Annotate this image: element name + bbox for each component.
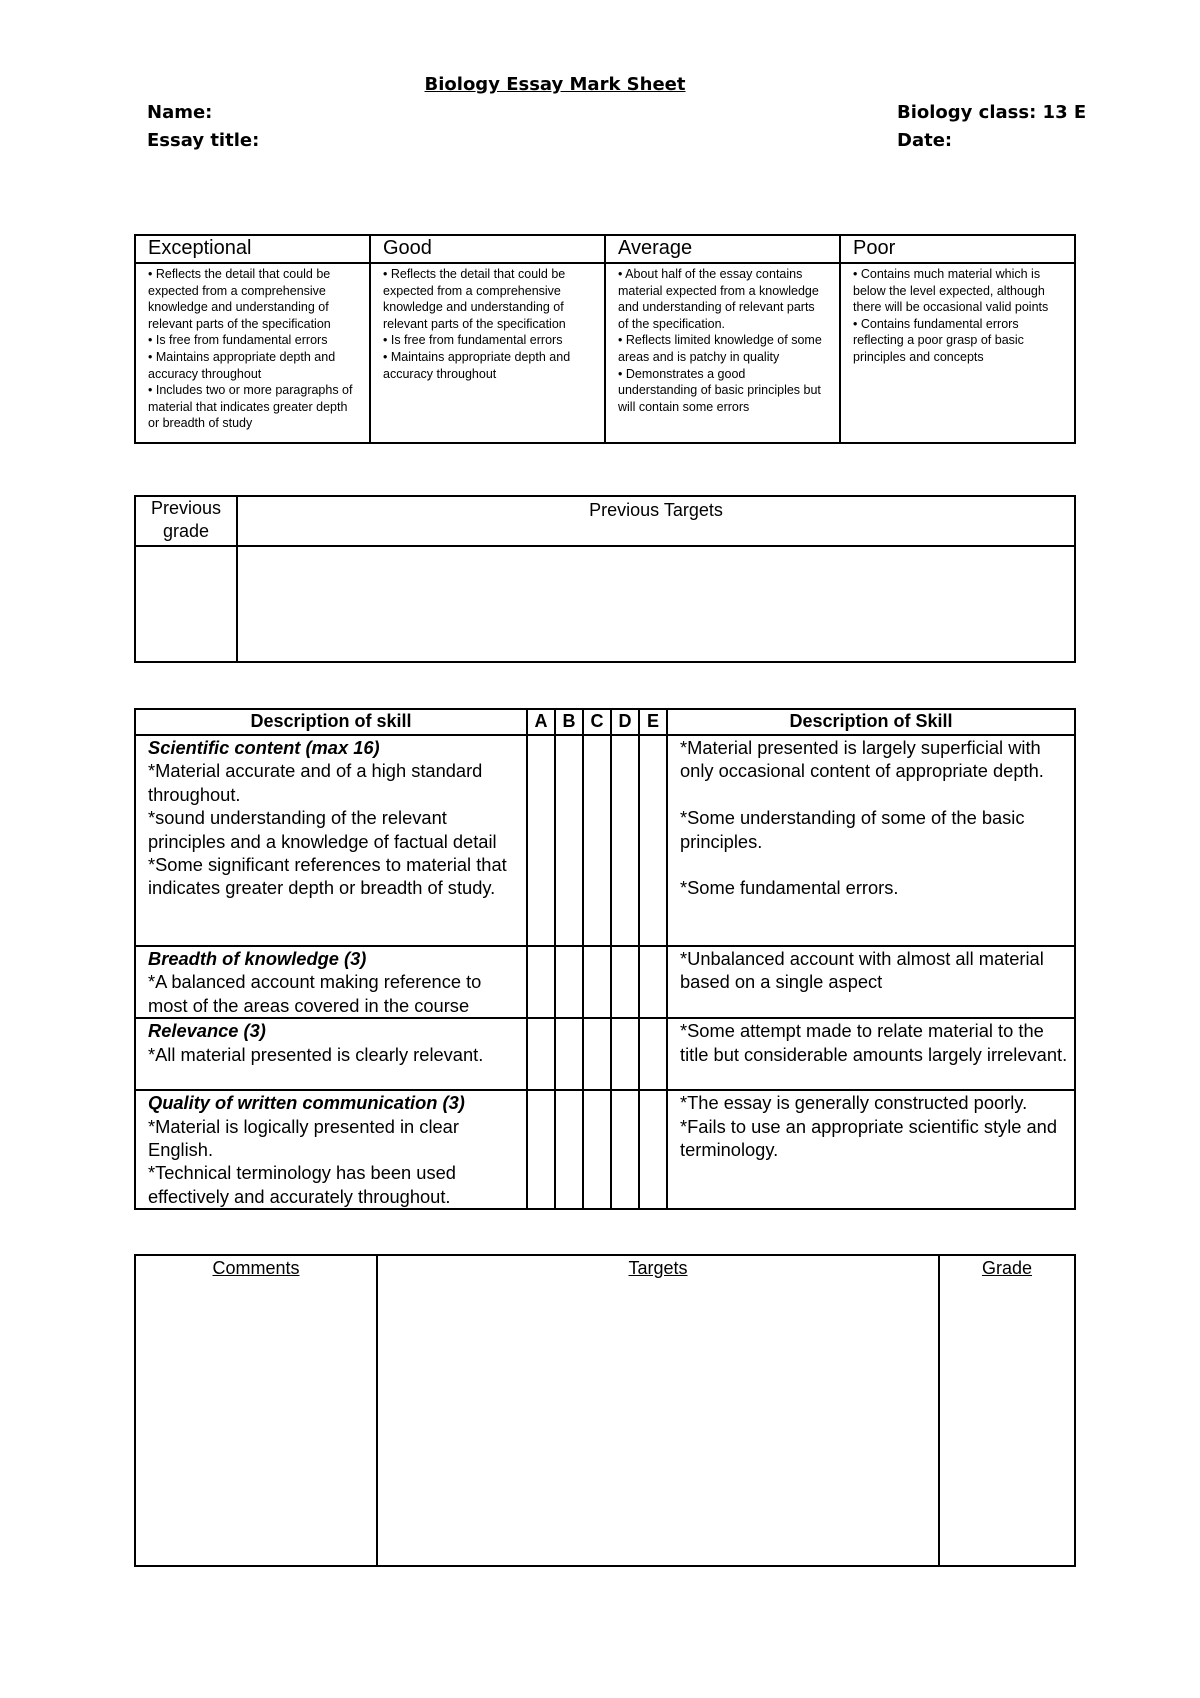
name-label: Name:: [147, 102, 213, 123]
comments-table: [134, 1254, 1076, 1567]
previous-targets-field[interactable]: [237, 546, 1075, 662]
rubric-item: • Reflects limited knowledge of some areas and is patchy in quality: [618, 333, 822, 364]
skill-criterion: *Material presented is largely superficial with only occasional content of appropriate depth.: [680, 737, 1044, 782]
grade-cell-e[interactable]: [639, 1090, 667, 1209]
rubric-item: • Is free from fundamental errors: [383, 333, 563, 348]
skill-criterion: *Material is logically presented in clear English.: [148, 1115, 459, 1161]
skill-left-description: [135, 946, 527, 1018]
skill-left-description: [135, 1090, 527, 1209]
rubric-item: • Contains fundamental errors reflecting a poor grasp of basic principles and concepts: [853, 316, 1024, 364]
grade-header-e: E: [639, 709, 667, 735]
skill-criterion: *Technical terminology has been used effectively and accurately throughout.: [148, 1162, 456, 1207]
grade-cell-b[interactable]: [555, 1090, 583, 1209]
comments-field[interactable]: [135, 1255, 377, 1566]
skill-criterion: *A balanced account making reference to most of the areas covered in the course: [148, 971, 482, 1016]
class-label: Biology class: 13 E: [897, 102, 1087, 123]
skill-left-description: [135, 735, 527, 946]
rubric-header-poor: Poor: [840, 235, 1075, 263]
skill-heading: Quality of written communication (3): [148, 1092, 465, 1114]
grade-cell-a[interactable]: [527, 1018, 555, 1090]
rubric-header-average: Average: [605, 235, 840, 263]
rubric-item: • Contains much material which is below the level expected, although there will be occasional valid points: [853, 267, 1049, 315]
skill-criterion: *Fails to use an appropriate scientific style and terminology.: [680, 1115, 1057, 1161]
skill-right-description: [667, 1090, 1075, 1209]
skills-header-left: Description of skill: [135, 709, 527, 735]
grade-cell-c[interactable]: [583, 1018, 611, 1090]
grade-cell-c[interactable]: [583, 946, 611, 1018]
grade-field[interactable]: [939, 1255, 1075, 1566]
skill-row-breadth-of-knowledge: [135, 946, 1075, 1018]
grade-cell-d[interactable]: [611, 946, 639, 1018]
previous-grade-field[interactable]: [135, 546, 237, 662]
skill-right-description: [667, 735, 1075, 946]
skill-right-description: [667, 946, 1075, 1018]
skill-row-quality-of-communication: [135, 1090, 1075, 1209]
grade-cell-a[interactable]: [527, 1090, 555, 1209]
grade-cell-e[interactable]: [639, 735, 667, 946]
skill-heading: Scientific content (max 16): [148, 737, 380, 758]
rubric-cell-good: [370, 263, 605, 443]
skill-heading: Relevance (3): [148, 1020, 266, 1042]
skills-table: [134, 708, 1076, 1210]
date-label: Date:: [897, 130, 953, 151]
previous-targets-table: [134, 495, 1076, 663]
rubric-item: • Reflects the detail that could be expected from a comprehensive knowledge and understanding of relevant parts of the specification: [148, 267, 331, 331]
rubric-cell-average: [605, 263, 840, 443]
grade-cell-b[interactable]: [555, 946, 583, 1018]
rubric-item: • Is free from fundamental errors: [148, 333, 328, 348]
grade-cell-b[interactable]: [555, 735, 583, 946]
rubric-item: • Includes two or more paragraphs of material that indicates greater depth or breadth of study: [148, 383, 353, 431]
grade-cell-d[interactable]: [611, 735, 639, 946]
grade-header-c: C: [583, 709, 611, 735]
rubric-header-good: Good: [370, 235, 605, 263]
skill-criterion: *Some attempt made to relate material to the title but considerable amounts largely irrelevant.: [680, 1020, 1068, 1065]
skill-criterion: *Material accurate and of a high standard throughout.: [148, 760, 483, 805]
rubric-item: • Maintains appropriate depth and accuracy throughout: [383, 349, 571, 381]
targets-label: Targets: [628, 1258, 688, 1278]
skill-criterion: *The essay is generally constructed poorly.: [680, 1092, 1028, 1114]
skill-criterion: *Some understanding of some of the basic principles.: [680, 807, 1025, 852]
targets-field[interactable]: [377, 1255, 939, 1566]
previous-targets-header: Previous Targets: [237, 496, 1075, 546]
rubric-item: • Maintains appropriate depth and accuracy throughout: [148, 349, 336, 381]
grade-cell-d[interactable]: [611, 1018, 639, 1090]
skill-row-scientific-content: [135, 735, 1075, 946]
grade-rubric-table: [134, 234, 1076, 444]
skill-criterion: *sound understanding of the relevant principles and a knowledge of factual detail: [148, 807, 497, 852]
skill-criterion: *Some significant references to material that indicates greater depth or breadth of study.: [148, 854, 507, 899]
skill-criterion: *Unbalanced account with almost all material based on a single aspect: [680, 948, 1044, 993]
comments-label: Comments: [212, 1258, 300, 1278]
grade-label: Grade: [981, 1258, 1033, 1278]
grade-cell-c[interactable]: [583, 1090, 611, 1209]
grade-header-a: A: [527, 709, 555, 735]
blank-line: [680, 783, 1068, 806]
blank-line: [680, 853, 1068, 876]
grade-cell-d[interactable]: [611, 1090, 639, 1209]
previous-grade-header: [135, 496, 237, 546]
grade-header-d: D: [611, 709, 639, 735]
grade-cell-e[interactable]: [639, 946, 667, 1018]
grade-cell-c[interactable]: [583, 735, 611, 946]
rubric-item: • About half of the essay contains material expected from a knowledge and understanding of relevant parts of the specification.: [618, 267, 819, 331]
skill-heading: Breadth of knowledge (3): [148, 948, 367, 969]
grade-cell-e[interactable]: [639, 1018, 667, 1090]
grade-header-b: B: [555, 709, 583, 735]
skill-left-description: [135, 1018, 527, 1090]
previous-grade-label: Previous grade: [150, 498, 222, 541]
rubric-cell-exceptional: [135, 263, 370, 443]
skills-header-right: Description of Skill: [667, 709, 1075, 735]
essay-title-label: Essay title:: [147, 130, 260, 151]
skill-criterion: *All material presented is clearly relevant.: [148, 1043, 484, 1065]
skill-right-description: [667, 1018, 1075, 1090]
page-title: Biology Essay Mark Sheet: [424, 74, 686, 95]
rubric-item: • Reflects the detail that could be expected from a comprehensive knowledge and understanding of relevant parts of the specification: [383, 267, 566, 331]
rubric-cell-poor: [840, 263, 1075, 443]
grade-cell-a[interactable]: [527, 735, 555, 946]
rubric-header-exceptional: Exceptional: [135, 235, 370, 263]
grade-cell-b[interactable]: [555, 1018, 583, 1090]
grade-cell-a[interactable]: [527, 946, 555, 1018]
rubric-item: • Demonstrates a good understanding of basic principles but will contain some errors: [618, 366, 821, 414]
skill-criterion: *Some fundamental errors.: [680, 877, 899, 899]
skill-row-relevance: [135, 1018, 1075, 1090]
